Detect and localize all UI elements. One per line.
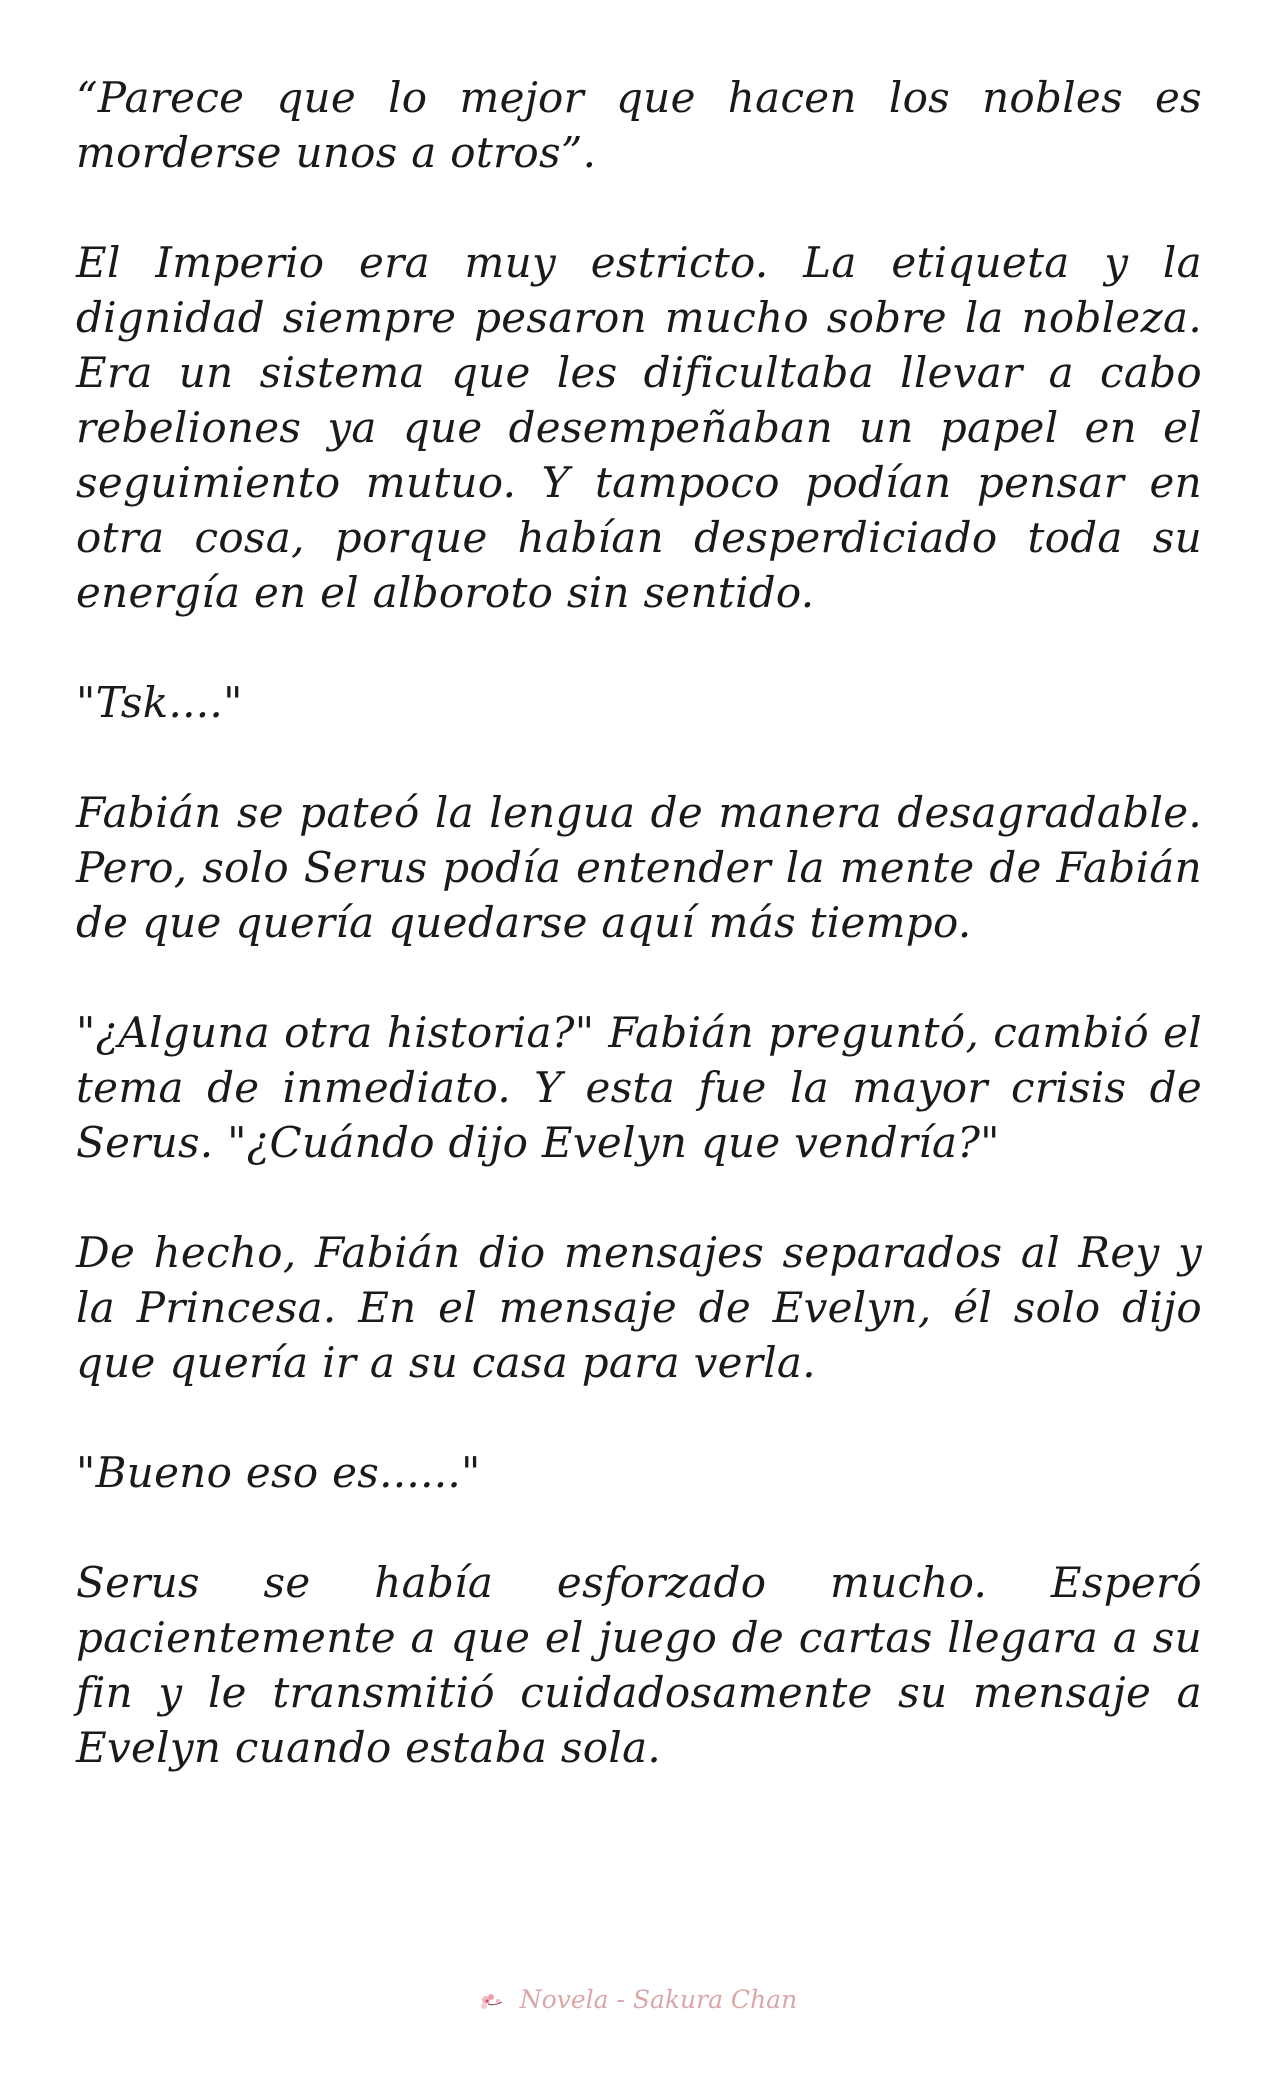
paragraph-7: "Bueno eso es......" [76, 1448, 481, 1497]
paragraph-1: “Parece que lo mejor que hacen los nobles es morderse unos a otros”. [76, 73, 1202, 177]
paragraph-6: De hecho, Fabián dio mensajes separados al Rey y la Princesa. En el mensaje de Evelyn, él solo dijo que quería ir a su casa para verla. [76, 1228, 1202, 1387]
document-body [76, 70, 1202, 1775]
paragraph-8: Serus se había esforzado mucho. Esperó pacientemente a que el juego de cartas llegara a su fin y le transmitió cuidadosamente su mensaje a Evelyn cuando estaba sola. [76, 1558, 1202, 1772]
watermark-text: Novela - Sakura Chan [519, 1985, 798, 2014]
watermark [0, 1985, 1275, 2014]
paragraph-3: "Tsk...." [76, 678, 243, 727]
sakura-flower-icon [478, 1991, 506, 2013]
paragraph-4: Fabián se pateó la lengua de manera desagradable. Pero, solo Serus podía entender la mente de Fabián de que quería quedarse aquí más tiempo. [76, 788, 1202, 947]
paragraph-5: "¿Alguna otra historia?" Fabián preguntó, cambió el tema de inmediato. Y esta fue la mayor crisis de Serus. "¿Cuándo dijo Evelyn que vendría?" [76, 1008, 1202, 1167]
paragraph-2: El Imperio era muy estricto. La etiqueta y la dignidad siempre pesaron mucho sobre la nobleza. Era un sistema que les dificultaba llevar a cabo rebeliones ya que desempeñaban un papel en el seguimiento mutuo. Y tampoco podían pensar en otra cosa, porque habían desperdiciado toda su energía en el alboroto sin sentido. [76, 238, 1202, 617]
